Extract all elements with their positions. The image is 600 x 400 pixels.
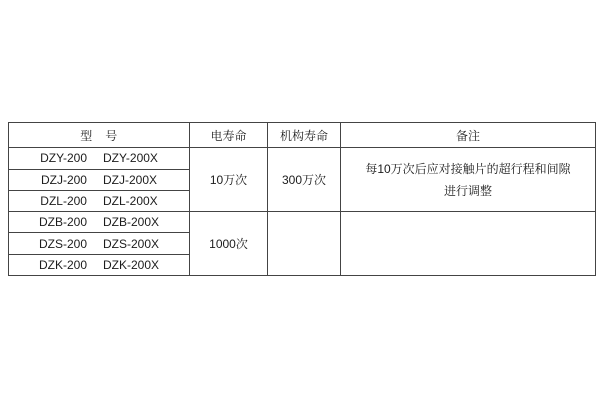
model-pair — [40, 194, 157, 208]
model-pair — [41, 173, 157, 187]
model-name-variant: DZL-200X — [102, 193, 158, 208]
header-electrical-life: 电寿命 — [190, 123, 268, 148]
mechanical-life-cell — [268, 212, 341, 276]
spec-table — [8, 122, 596, 276]
model-cell — [9, 190, 190, 211]
remark-line-2: 进行调整 — [443, 183, 492, 198]
model-cell — [9, 233, 190, 254]
model-cell — [9, 254, 190, 275]
header-mechanical-life: 机构寿命 — [268, 123, 341, 148]
header-row — [9, 123, 596, 148]
remarks-cell — [341, 212, 596, 276]
model-name: DZJ-200 — [40, 172, 87, 187]
model-name-variant: DZY-200X — [103, 151, 158, 166]
remarks-cell — [341, 148, 596, 212]
model-cell — [9, 169, 190, 190]
header-model: 型 号 — [9, 123, 190, 148]
remark-line-1: 每10万次后应对接触片的超行程和间隙 — [365, 161, 571, 176]
electrical-life-cell: 10万次 — [190, 148, 268, 212]
model-name-variant: DZJ-200X — [102, 172, 158, 187]
model-name-variant: DZK-200X — [103, 257, 160, 272]
model-pair — [39, 237, 159, 251]
electrical-life-cell: 1000次 — [190, 212, 268, 276]
table-row — [9, 212, 596, 233]
model-name: DZL-200 — [40, 193, 87, 208]
model-pair — [39, 215, 159, 229]
model-cell — [9, 148, 190, 169]
model-name-variant: DZB-200X — [103, 215, 160, 230]
model-name: DZY-200 — [40, 151, 87, 166]
table-row — [9, 148, 596, 169]
header-remarks: 备注 — [341, 123, 596, 148]
model-name: DZS-200 — [38, 236, 87, 251]
model-pair — [39, 258, 159, 272]
model-name-variant: DZS-200X — [103, 236, 160, 251]
model-pair — [40, 151, 158, 165]
model-cell — [9, 212, 190, 233]
model-name: DZB-200 — [38, 215, 87, 230]
model-name: DZK-200 — [38, 257, 87, 272]
mechanical-life-cell: 300万次 — [268, 148, 341, 212]
